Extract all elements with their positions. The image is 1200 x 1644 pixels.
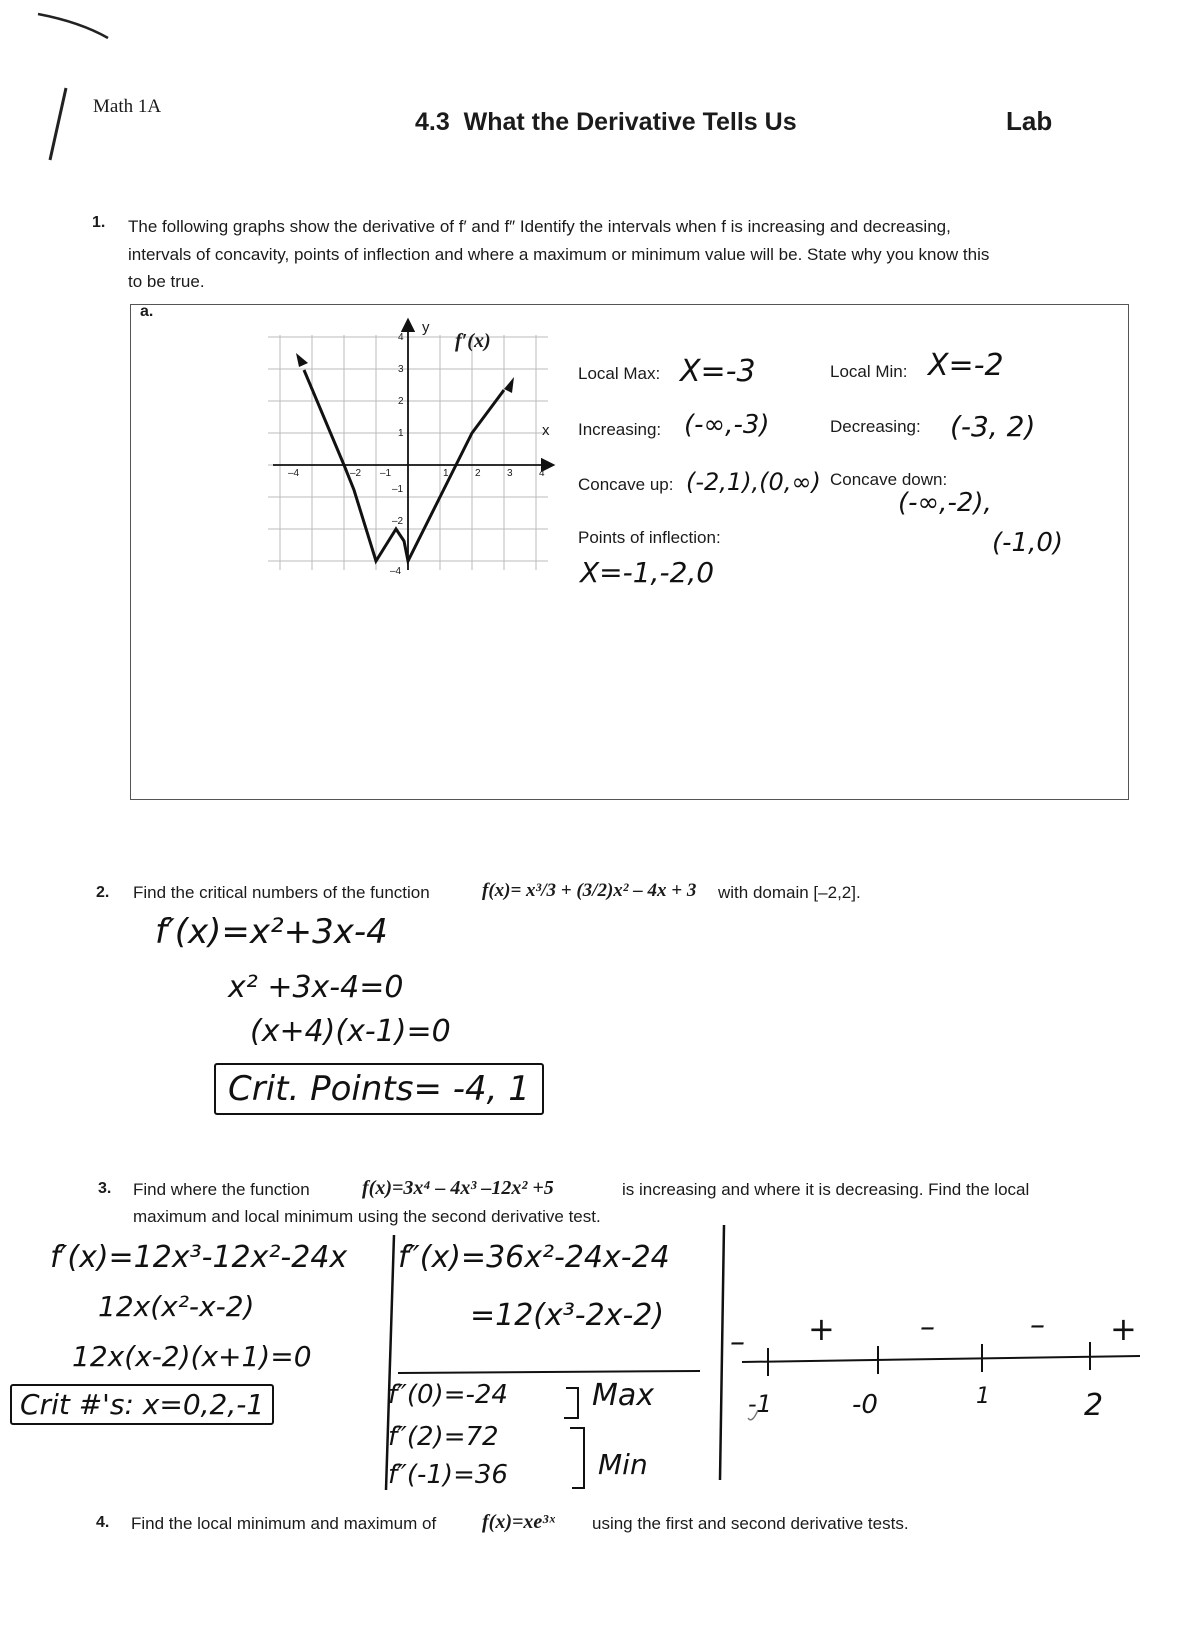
q3-number: 3.: [98, 1180, 112, 1197]
graph-function-label: f′(x): [455, 330, 491, 352]
number-line-tick: 2: [1084, 1388, 1104, 1423]
sign-1: –: [730, 1325, 745, 1360]
course-label: Math 1A: [93, 96, 162, 117]
q3-test-at-2: f″(2)=72: [388, 1422, 499, 1452]
q4-function: f(x)=xe³ˣ: [482, 1511, 556, 1533]
x-tick-label: –2: [350, 468, 362, 479]
q3-max-label: Max: [592, 1378, 655, 1413]
q3-text-line2: maximum and local minimum using the second derivative test.: [133, 1207, 601, 1226]
sign-5: +: [1110, 1310, 1137, 1348]
sign-2: +: [808, 1310, 835, 1348]
q3-boxed-answer: Crit #'s: x=0,2,-1: [10, 1384, 274, 1425]
q4-text-after: using the first and second derivative tests.: [592, 1514, 909, 1533]
lab-label: Lab: [1006, 106, 1053, 136]
q2-work-line-1: f′(x)=x²+3x-4: [155, 912, 388, 952]
local-min-label: Local Min:: [830, 362, 908, 381]
inflection-label: Points of inflection:: [578, 528, 721, 547]
q1-text-line2: intervals of concavity, points of inflection and where a maximum or minimum value will be. State why you know this: [128, 245, 990, 264]
graph-y-axis-label: y: [422, 319, 430, 336]
decreasing-answer: (-3, 2): [950, 410, 1036, 443]
concave-up-answer: (-2,1),(0,∞): [686, 468, 821, 496]
y-tick-label: –4: [390, 566, 402, 577]
y-tick-label: 3: [398, 364, 404, 375]
number-line-tick: 1: [976, 1384, 990, 1409]
q2-work-line-3: (x+4)(x-1)=0: [250, 1014, 451, 1049]
q3-second-derivative: f″(x)=36x²-24x-24: [398, 1240, 670, 1275]
q1-text-line1: The following graphs show the derivative of f′ and f″ Identify the intervals when f is increasing and decreasing,: [128, 217, 951, 236]
corner-pen-marks: [0, 0, 130, 170]
q2-work-line-2: x² +3x-4=0: [228, 970, 404, 1005]
q1-number: 1.: [92, 214, 106, 231]
q2-function: f(x)= x³/3 + (3/2)x² – 4x + 3: [482, 880, 697, 901]
local-max-label: Local Max:: [578, 364, 661, 383]
graph-y-ticks: [390, 326, 414, 577]
x-tick-label: –1: [380, 468, 392, 479]
y-tick-label: 2: [398, 396, 404, 407]
x-tick-label: 4: [539, 468, 545, 479]
q4-text-before: Find the local minimum and maximum of: [131, 1514, 437, 1533]
q2-domain: with domain [–2,2].: [718, 883, 861, 902]
concave-down-answer-2: (-1,0): [992, 528, 1064, 558]
x-tick-label: –4: [288, 468, 300, 479]
q3-test-at-neg1: f″(-1)=36: [388, 1460, 508, 1490]
decreasing-label: Decreasing:: [830, 417, 921, 436]
sign-4: –: [1030, 1308, 1045, 1343]
x-tick-label: 1: [443, 468, 449, 479]
y-tick-label: 1: [398, 428, 404, 439]
graph-x-ticks: [280, 468, 560, 484]
number-line-tick: -0: [852, 1390, 878, 1420]
local-max-answer: X=-3: [680, 354, 756, 389]
q4-number: 4.: [96, 1514, 110, 1531]
local-min-answer: X=-2: [928, 348, 1004, 383]
q3-bracket-marks: [560, 1380, 600, 1495]
x-tick-label: 3: [507, 468, 513, 479]
q2-number: 2.: [96, 884, 110, 901]
x-tick-label: 2: [475, 468, 481, 479]
q3-work-left-1: f′(x)=12x³-12x²-24x: [50, 1240, 348, 1275]
increasing-label: Increasing:: [578, 420, 662, 439]
q3-function: f(x)=3x⁴ – 4x³ –12x² +5: [362, 1177, 554, 1199]
concave-up-label: Concave up:: [578, 475, 674, 494]
page-title: 4.3 What the Derivative Tells Us: [415, 108, 797, 136]
q2-text: Find the critical numbers of the function: [133, 883, 430, 902]
concave-down-label: Concave down:: [830, 470, 948, 489]
concave-down-answer-1: (-∞,-2),: [898, 488, 992, 518]
increasing-answer: (-∞,-3): [684, 410, 770, 440]
q3-second-derivative-factored: =12(x³-2x-2): [470, 1298, 665, 1333]
number-line-tick: -1: [748, 1390, 772, 1418]
q3-text-after: is increasing and where it is decreasing. Find the local: [622, 1180, 1030, 1199]
q2-boxed-answer: Crit. Points= -4, 1: [214, 1063, 544, 1115]
y-tick-label: –2: [392, 516, 404, 527]
sign-3: –: [920, 1310, 935, 1345]
q3-work-left-3: 12x(x-2)(x+1)=0: [72, 1340, 312, 1373]
y-tick-label: 4: [398, 332, 404, 343]
q3-min-label: Min: [598, 1448, 648, 1481]
q3-work-left-2: 12x(x²-x-2): [98, 1290, 255, 1323]
y-tick-label: –1: [392, 484, 404, 495]
q3-text-before: Find where the function: [133, 1180, 310, 1199]
q1-part-label: a.: [140, 303, 154, 320]
q1-text-line3: to be true.: [128, 272, 205, 291]
inflection-answer: X=-1,-2,0: [580, 556, 715, 589]
graph-x-axis-label: x: [542, 422, 550, 439]
q3-test-at-0: f″(0)=-24: [388, 1380, 508, 1410]
